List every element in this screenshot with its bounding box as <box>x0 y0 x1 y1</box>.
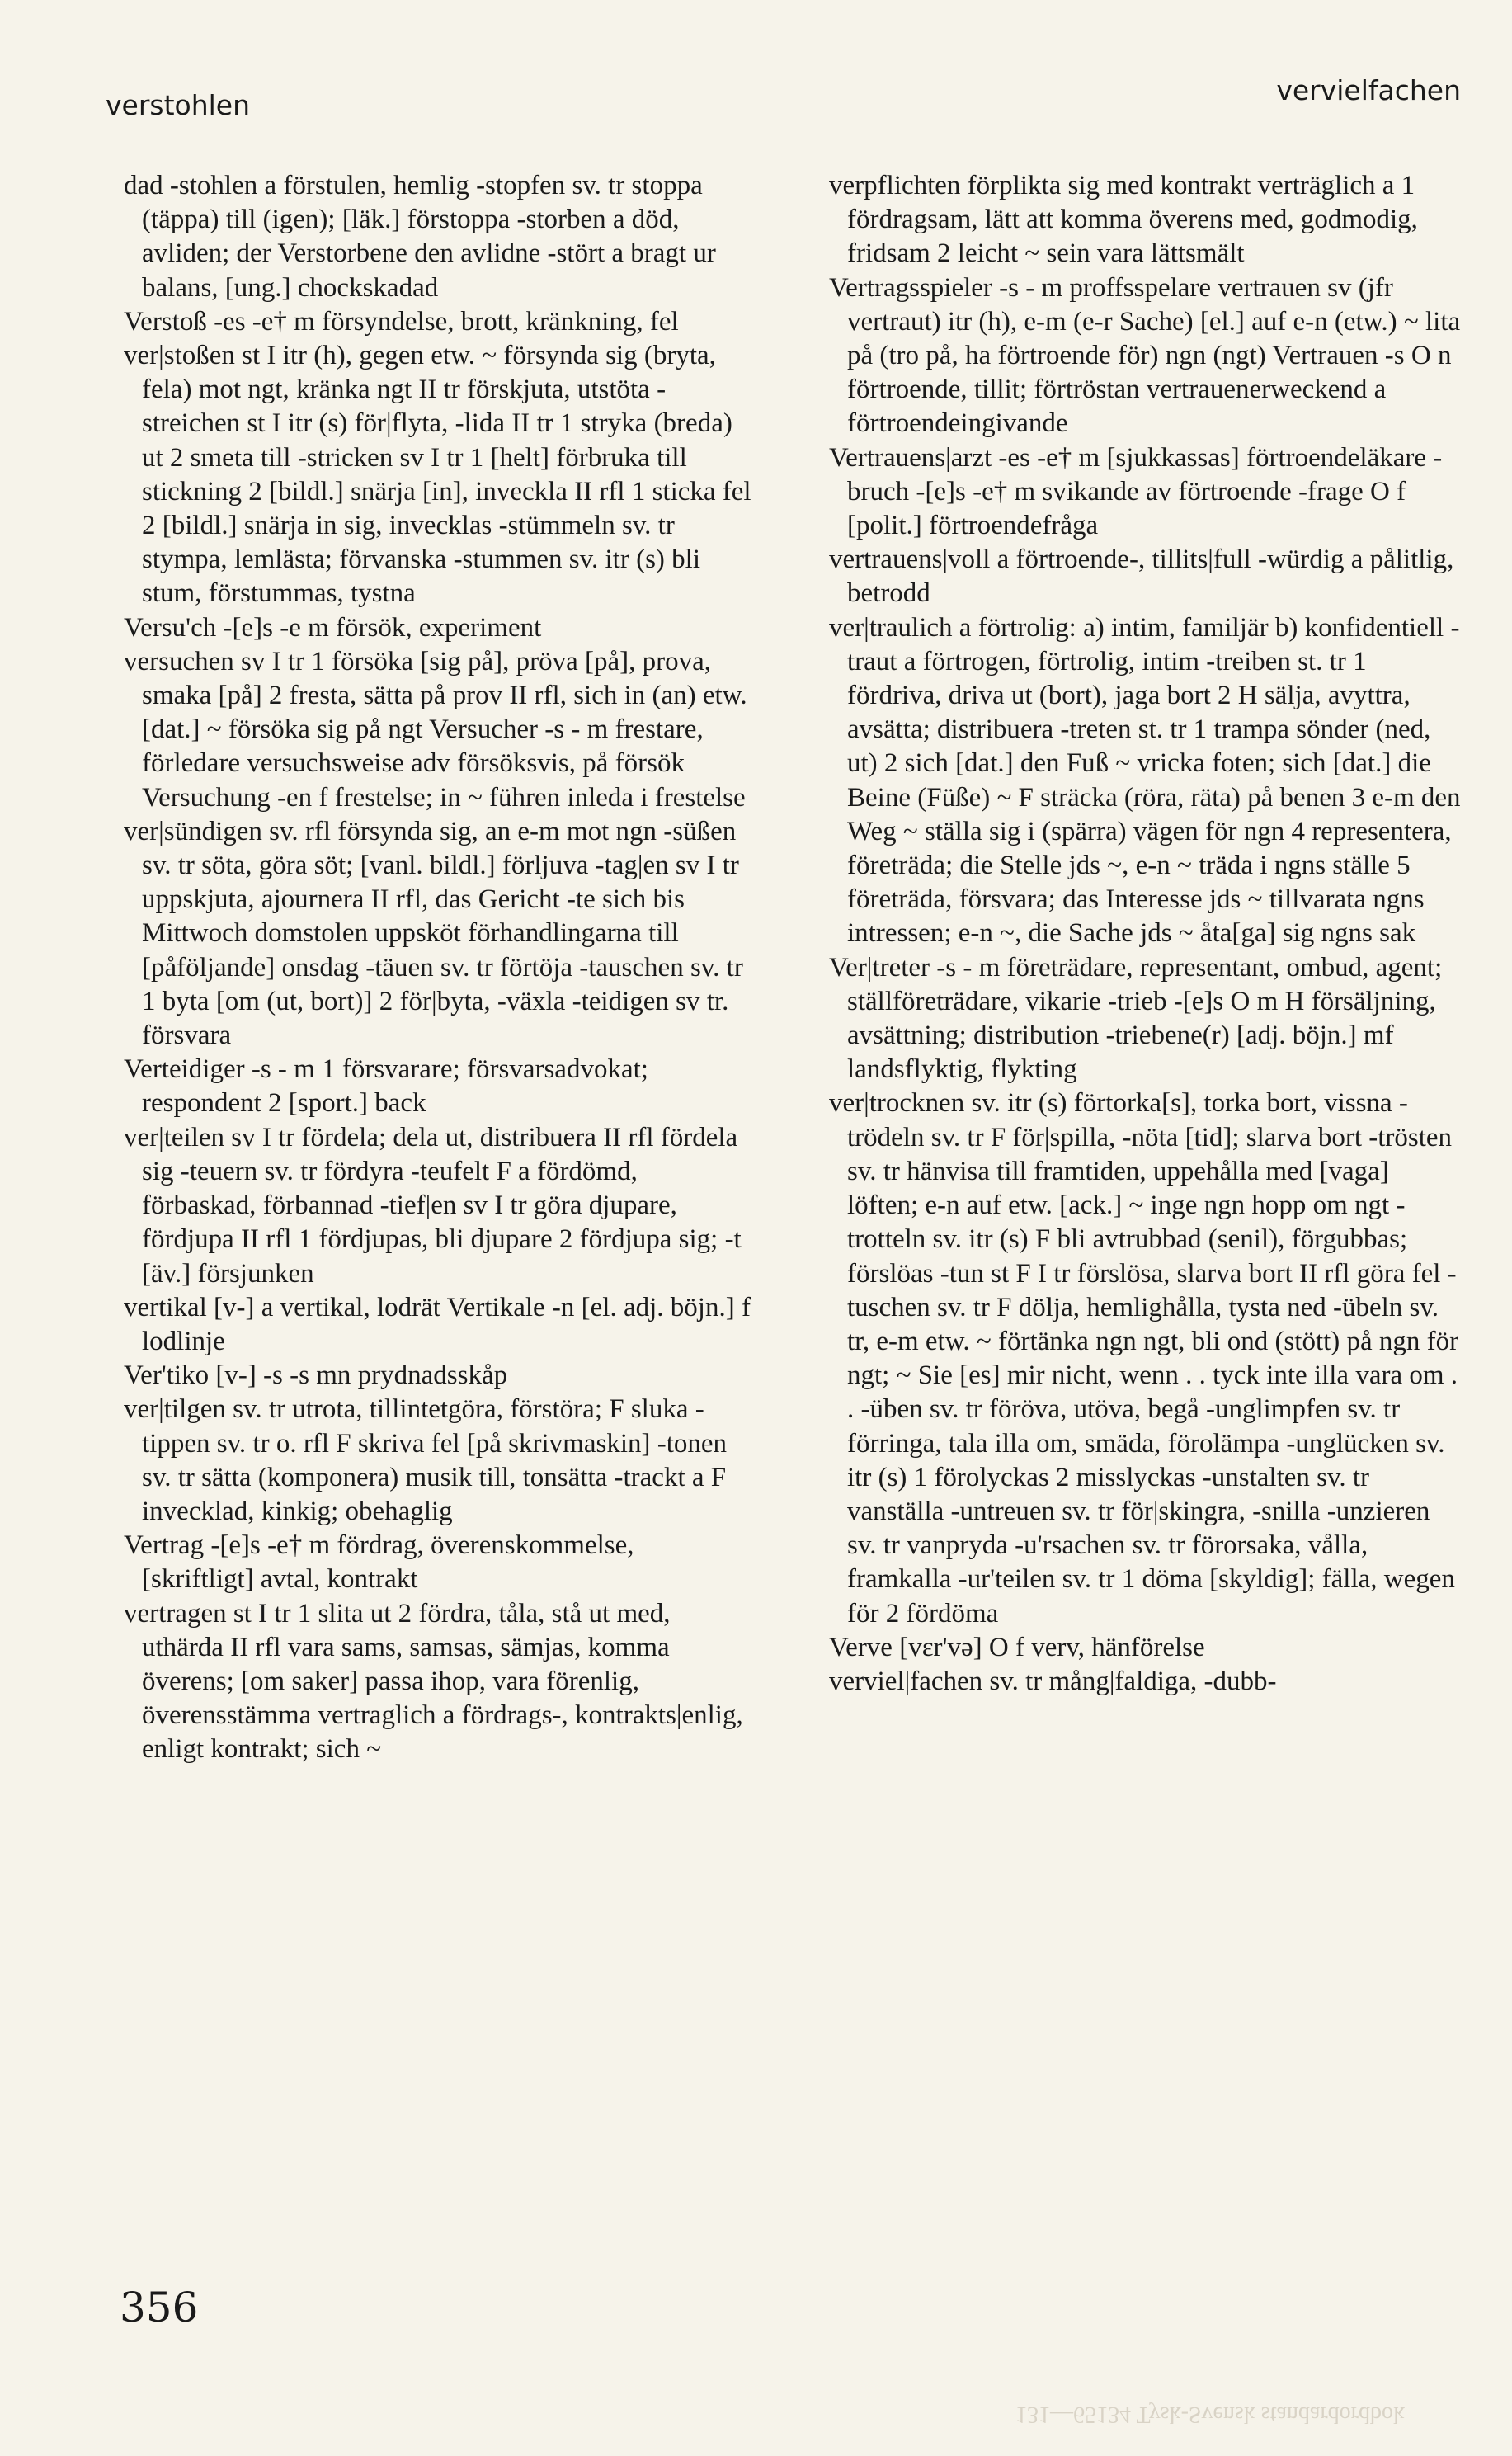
entry: ver|tilgen sv. tr utrota, tillintetgöra, förstöra; F sluka -tippen sv. tr o. rfl F skriva fel [på skrivmaskin] -tonen sv. tr sätta (komponera) musik till, tonsätta -trackt a F invecklad, kinkig; obehaglig <box>124 1394 728 1526</box>
entry: ver|trocknen sv. itr (s) förtorka[s], torka bort, vissna -trödeln sv. tr F för|spilla, -nöta [tid]; slarva bort -trösten sv. tr hänvisa till framtiden, uppehålla med [vaga] löften; e-n auf etw. [ack.] ~ inge ngn hopp om ngt -trotteln sv. itr (s) F bli avtrubbad (senil), förgubbas; förslöas -tun st F I tr förslösa, slarva bort II rfl göra fel -tuschen sv. tr F dölja, hemlighålla, tysta ned -übeln sv. tr, e-m etw. ~ förtänka ngn ngt, bli ond (stött) på ngn för ngt; ~ Sie [es] mir nicht, wenn . . tyck inte illa vara om . . -üben sv. tr föröva, utöva, begå -unglimpfen sv. tr förringa, tala illa om, smäda, förolämpa -unglücken sv. itr (s) 1 förolyckas 2 misslyckas -unstalten sv. tr vanställa -untreuen sv. tr för|skingra, -snilla -unzieren sv. tr vanpryda -u'rsachen sv. tr förorsaka, vålla, framkalla -ur'teilen sv. tr 1 döma [skyldig]; fälla, wegen för 2 fördöma <box>829 1088 1459 1629</box>
entry: vertikal [v-] a vertikal, lodrät Vertikale -n [el. adj. böjn.] f lodlinje <box>124 1292 751 1356</box>
entry: dad -stohlen a förstulen, hemlig -stopfen sv. tr stoppa (täppa) till (igen); [läk.] förstoppa -storben a död, avliden; der Verstorbene den avlidne -stört a bragt ur balans, [ung.] chockskadad <box>124 171 716 303</box>
entry: Ver|treter -s - m företrädare, representant, ombud, agent; ställföreträdare, vikarie -trieb -[e]s O m H försäljning, avsättning; distribution -triebene(r) [adj. böjn.] mf landsflyktig, flykting <box>829 952 1443 1085</box>
entry: Verstoß -es -e† m försyndelse, brott, kränkning, fel <box>124 306 679 337</box>
entry: Vertrag -[e]s -e† m fördrag, överenskommelse, [skriftligt] avtal, kontrakt <box>124 1530 634 1595</box>
entry: ver|sündigen sv. rfl försynda sig, an e-m mot ngn -süßen sv. tr söta, göra söt; [vanl. bildl.] förljuva -tag|en sv I tr uppskjuta, ajournera II rfl, das Gericht -te sich bis Mittwoch domstolen uppsköt förhandlingarna till [påföljande] onsdag -täuen sv. tr förtöja -tauschen sv. tr 1 byta [om (ut, bort)] 2 för|byta, -växla -teidigen sv tr. försvara <box>124 816 743 1051</box>
entry: Ver'tiko [v-] -s -s mn prydnadsskåp <box>124 1360 508 1391</box>
left-column <box>124 169 752 1767</box>
right-column <box>829 169 1463 1699</box>
entry: verviel|fachen sv. tr mång|faldiga, -dubb- <box>829 1666 1277 1696</box>
bleed-through-text: 131—65134 Tysk-Svensk standardordbok <box>1015 2402 1405 2427</box>
entry: Vertrauens|arzt -es -e† m [sjukkassas] förtroendeläkare -bruch -[e]s -e† m svikande av förtroende -frage O f [polit.] förtroendefråga <box>829 442 1443 541</box>
entry: vertragen st I tr 1 slita ut 2 fördra, tåla, stå ut med, uthärda II rfl vara sams, samsas, sämjas, komma överens; [om saker] passa ihop, vara förenlig, överensstämma vertraglich a fördrags-, kontrakts|enlig, enligt kontrakt; sich ~ <box>124 1598 743 1765</box>
right-guide-word: vervielfachen <box>1276 74 1461 106</box>
entry: verpflichten förplikta sig med kontrakt verträglich a 1 fördragsam, lätt att komma överens med, godmodig, fridsam 2 leicht ~ sein vara lättsmält <box>829 171 1418 269</box>
entry: ver|teilen sv I tr fördela; dela ut, distribuera II rfl fördela sig -teuern sv. tr fördyra -teufelt F a fördömd, förbaskad, förbannad -tief|en sv I tr göra djupare, fördjupa II rfl 1 fördjupas, bli djupare 2 fördjupa sig; -t [äv.] försjunken <box>124 1122 742 1289</box>
entry: Verve [vɛr'və] O f verv, hänförelse <box>829 1632 1205 1662</box>
entry: Versu'ch -[e]s -e m försök, experiment <box>124 612 542 643</box>
left-guide-word: verstohlen <box>106 89 251 121</box>
entry: Verteidiger -s - m 1 försvarare; försvarsadvokat; respondent 2 [sport.] back <box>124 1054 648 1119</box>
entry: ver|stoßen st I itr (h), gegen etw. ~ försynda sig (bryta, fela) mot ngt, kränka ngt II tr förskjuta, utstöta -streichen st I itr (s) för|flyta, -lida II tr 1 stryka (breda) ut 2 smeta till -stricken sv I tr 1 [helt] förbruka till stickning 2 [bildl.] snärja [in], inveckla II rfl 1 sticka fel 2 [bildl.] snärja in sig, invecklas -stümmeln sv. tr stympa, lemlästa; förvanska -stummen sv. itr (s) bli stum, förstummas, tystna <box>124 341 751 609</box>
entry: ver|traulich a förtrolig: a) intim, familjär b) konfidentiell -traut a förtrogen, förtrolig, intim -treiben st. tr 1 fördriva, driva ut (bort), jaga bort 2 H sälja, avyttra, avsätta; distribuera -treten st. tr 1 trampa sönder (ned, ut) 2 sich [dat.] den Fuß ~ vricka foten; sich [dat.] die Beine (Füße) ~ F sträcka (röra, räta) på benen 3 e-m den Weg ~ ställa sig i (spärra) vägen för ngn 4 representera, företräda; die Stelle jds ~, e-n ~ träda i ngns ställe 5 företräda, försvara; das Interesse jds ~ tillvarata ngns intressen; e-n ~, die Sache jds ~ åta[ga] sig ngns sak <box>829 612 1461 949</box>
entry: vertrauens|voll a förtroende-, tillits|full -würdig a pålitlig, betrodd <box>829 544 1454 609</box>
entry: versuchen sv I tr 1 försöka [sig på], pröva [på], prova, smaka [på] 2 fresta, sätta på prov II rfl, sich in (an) etw. [dat.] ~ försöka sig på ngt Versucher -s - m frestare, förledare versuchsweise adv försöksvis, på försök Versuchung -en f frestelse; in ~ führen inleda i frestelse <box>124 646 747 813</box>
entry: Vertragsspieler -s - m proffsspelare vertrauen sv (jfr vertraut) itr (h), e-m (e-r Sache) [el.] auf e-n (etw.) ~ lita på (tro på, ha förtroende för) ngn (ngt) Vertrauen -s O n förtroende, tillit; förtröstan vertrauenerweckend a förtroendeingivande <box>829 272 1461 439</box>
page-number: 356 <box>120 2284 199 2331</box>
